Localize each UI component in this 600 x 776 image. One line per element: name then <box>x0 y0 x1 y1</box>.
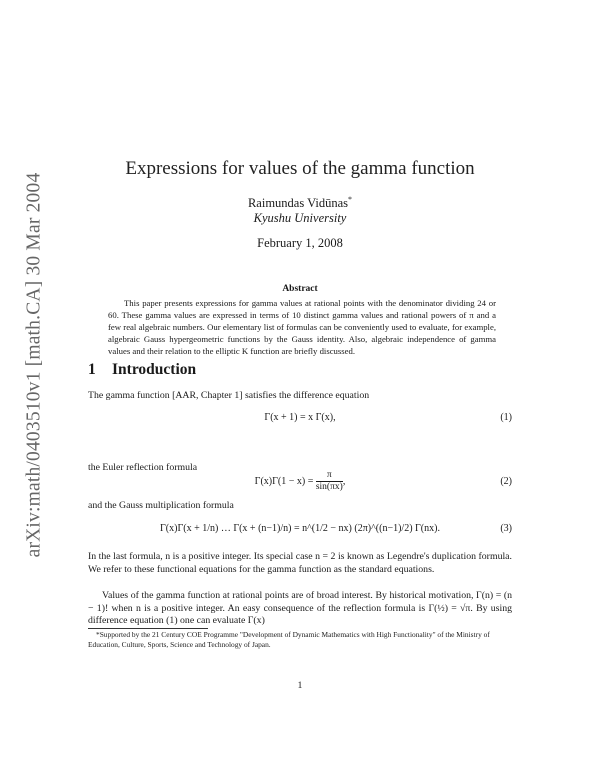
section-number: 1 <box>88 361 96 378</box>
equation-2-fraction <box>316 470 343 493</box>
footnote-rule <box>88 628 208 629</box>
equation-3-number: (3) <box>500 523 512 534</box>
footnote: *Supported by the 21 Century COE Programme "Development of Dynamic Mathematics with High Functionality" of the Ministry of Education, Culture, Sports, Science and Technology of Japan. <box>88 630 490 649</box>
author-line <box>0 195 600 211</box>
equation-2-number: (2) <box>500 476 512 487</box>
equation-2-tail: , <box>342 475 346 487</box>
paragraph-standard-equations: In the last formula, n is a positive integer. Its special case n = 2 is known as Legendre's duplication formula. We refer to these functional equations for the gamma function as the standard equations. <box>88 551 512 575</box>
paragraph-gamma-values: Values of the gamma function at rational points are of broad interest. By historical motivation, Γ(n) = (n − 1)! when n is a positive integer. An easy consequence of the reflection formula is Γ(½) = √π. By using difference equation (1) one can evaluate Γ(x) <box>88 590 512 627</box>
equation-2-denominator: sin(πx) <box>315 482 343 492</box>
author-name: Raimundas Vidūnas <box>247 196 349 211</box>
paper-title: Expressions for values of the gamma function <box>125 158 475 179</box>
date: February 1, 2008 <box>257 236 343 250</box>
equation-3 <box>88 523 512 543</box>
equation-3-body: Γ(x)Γ(x + 1/n) … Γ(x + (n−1)/n) = n^(1/2 − nx) (2π)^((n−1)/2) Γ(nx). <box>160 523 440 534</box>
equation-2-numerator: π <box>316 470 343 482</box>
paragraph-multiplication-intro: and the Gauss multiplication formula <box>88 500 234 511</box>
equation-1 <box>88 412 512 426</box>
equation-2-lhs: Γ(x)Γ(1 − x) = <box>254 475 314 487</box>
paragraph-reflection-intro: the Euler reflection formula <box>88 462 198 473</box>
arxiv-identifier: arXiv:math/0403510v1 [math.CA] 30 Mar 2004 <box>23 172 44 558</box>
page-number: 1 <box>297 680 303 691</box>
section-heading <box>88 361 196 379</box>
section-title: Introduction <box>112 361 197 378</box>
abstract-body: This paper presents expressions for gamma values at rational points with the denominator dividing 24 or 60. These gamma values are expressed in terms of 10 distinct gamma values and rational powers of π and a few real algebraic numbers. Our elementary list of formulas can be conveniently used to evaluate, for example, algebraic Gauss hypergeometric functions by the Gauss identity. Also, algebraic independence of gamma values and their relation to the elliptic K function are briefly discussed. <box>108 298 496 356</box>
abstract-heading: Abstract <box>282 284 318 294</box>
affiliation: Kyushu University <box>253 211 347 225</box>
equation-1-number: (1) <box>500 412 512 423</box>
paragraph-difference-intro: The gamma function [AAR, Chapter 1] satisfies the difference equation <box>88 390 370 401</box>
equation-2 <box>88 470 512 496</box>
equation-1-body: Γ(x + 1) = x Γ(x), <box>264 412 336 423</box>
author-footnote-mark: * <box>348 195 353 204</box>
equation-2-body <box>88 470 512 493</box>
